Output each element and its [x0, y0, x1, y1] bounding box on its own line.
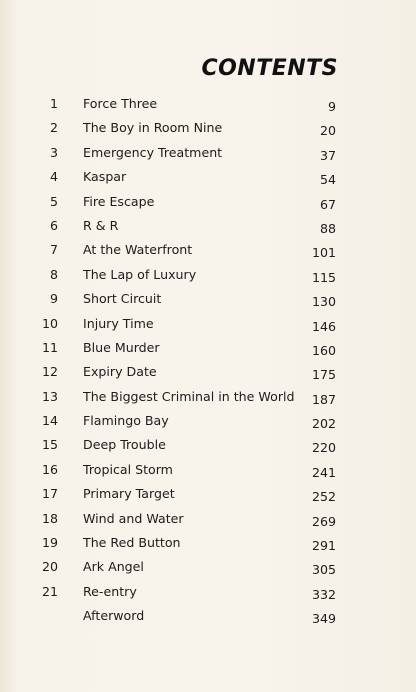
toc-row	[0, 336, 416, 360]
table-of-contents	[0, 92, 416, 629]
chapter-title: Fire Escape	[83, 193, 155, 209]
page-number: 160	[311, 342, 336, 358]
page-number: 37	[319, 147, 336, 163]
chapter-title: The Biggest Criminal in the World	[83, 388, 295, 404]
page-number: 252	[311, 489, 336, 505]
chapter-title: The Boy in Room Nine	[83, 120, 223, 136]
toc-row	[0, 190, 416, 214]
chapter-title: Flamingo Bay	[83, 413, 169, 429]
page-number: 9	[327, 99, 336, 114]
chapter-number: 1	[49, 96, 58, 111]
toc-row	[0, 263, 416, 287]
page-number: 269	[311, 513, 336, 529]
chapter-title: Short Circuit	[83, 291, 162, 307]
toc-row	[0, 458, 416, 482]
chapter-number: 8	[49, 266, 58, 282]
chapter-number: 20	[41, 559, 58, 575]
toc-row	[0, 409, 416, 433]
toc-row	[0, 214, 416, 238]
page-number: 220	[311, 440, 336, 456]
chapter-number: 15	[41, 437, 58, 453]
page-number: 175	[311, 367, 336, 383]
toc-row	[0, 360, 416, 384]
chapter-number: 6	[49, 217, 58, 233]
page-number: 88	[319, 220, 336, 236]
chapter-number: 14	[41, 413, 58, 429]
toc-row	[0, 604, 416, 628]
chapter-number: 21	[41, 583, 58, 599]
chapter-number: 12	[41, 364, 58, 380]
chapter-title: The Red Button	[83, 535, 181, 551]
chapter-number: 17	[41, 486, 58, 502]
chapter-title: Re-entry	[83, 583, 137, 599]
chapter-title: Expiry Date	[83, 364, 157, 380]
chapter-number: 11	[41, 339, 58, 355]
toc-row	[0, 507, 416, 531]
chapter-title: Wind and Water	[83, 510, 184, 526]
chapter-title: Primary Target	[83, 486, 175, 502]
chapter-number: 10	[41, 315, 58, 331]
chapter-title: Blue Murder	[83, 339, 160, 355]
chapter-title: Force Three	[83, 96, 158, 111]
toc-row	[0, 238, 416, 262]
page-number: 146	[311, 318, 336, 334]
page-number: 202	[311, 416, 336, 432]
chapter-number: 9	[49, 291, 58, 307]
page-number: 349	[311, 611, 336, 627]
page-number: 187	[311, 391, 336, 407]
chapter-title: Deep Trouble	[83, 437, 166, 453]
page-number: 101	[311, 245, 336, 261]
chapter-title: Ark Angel	[83, 559, 144, 575]
chapter-title: The Lap of Luxury	[83, 266, 197, 282]
page-number: 20	[319, 123, 336, 139]
toc-row	[0, 312, 416, 336]
toc-row	[0, 141, 416, 165]
chapter-title: At the Waterfront	[83, 242, 193, 258]
toc-row	[0, 531, 416, 555]
chapter-number: 5	[49, 193, 58, 209]
chapter-number: 7	[49, 242, 58, 258]
toc-row	[0, 385, 416, 409]
page-number: 130	[311, 294, 336, 310]
chapter-title: Injury Time	[83, 315, 154, 331]
contents-heading: CONTENTS	[201, 56, 338, 81]
toc-row	[0, 92, 416, 116]
toc-row	[0, 555, 416, 579]
chapter-title: Emergency Treatment	[83, 144, 223, 160]
page-number: 67	[319, 196, 336, 212]
chapter-number: 4	[49, 169, 58, 185]
chapter-number: 18	[41, 510, 58, 526]
page-number: 241	[311, 464, 336, 480]
page-number: 115	[311, 269, 336, 285]
toc-row	[0, 433, 416, 457]
page-number: 332	[311, 586, 336, 602]
toc-row	[0, 165, 416, 189]
chapter-number: 2	[49, 120, 58, 136]
chapter-title: Tropical Storm	[83, 461, 173, 477]
toc-row	[0, 580, 416, 604]
chapter-title: Afterword	[83, 608, 145, 624]
chapter-number: 3	[49, 144, 58, 160]
page-number: 54	[319, 172, 336, 188]
toc-row	[0, 287, 416, 311]
chapter-title: Kaspar	[83, 169, 127, 185]
page-number: 291	[311, 538, 336, 554]
chapter-title: R & R	[83, 217, 119, 233]
chapter-number: 16	[41, 461, 58, 477]
chapter-number: 19	[41, 535, 58, 551]
chapter-number: 13	[41, 388, 58, 404]
toc-row	[0, 482, 416, 506]
toc-row	[0, 116, 416, 140]
page-number: 305	[311, 562, 336, 578]
